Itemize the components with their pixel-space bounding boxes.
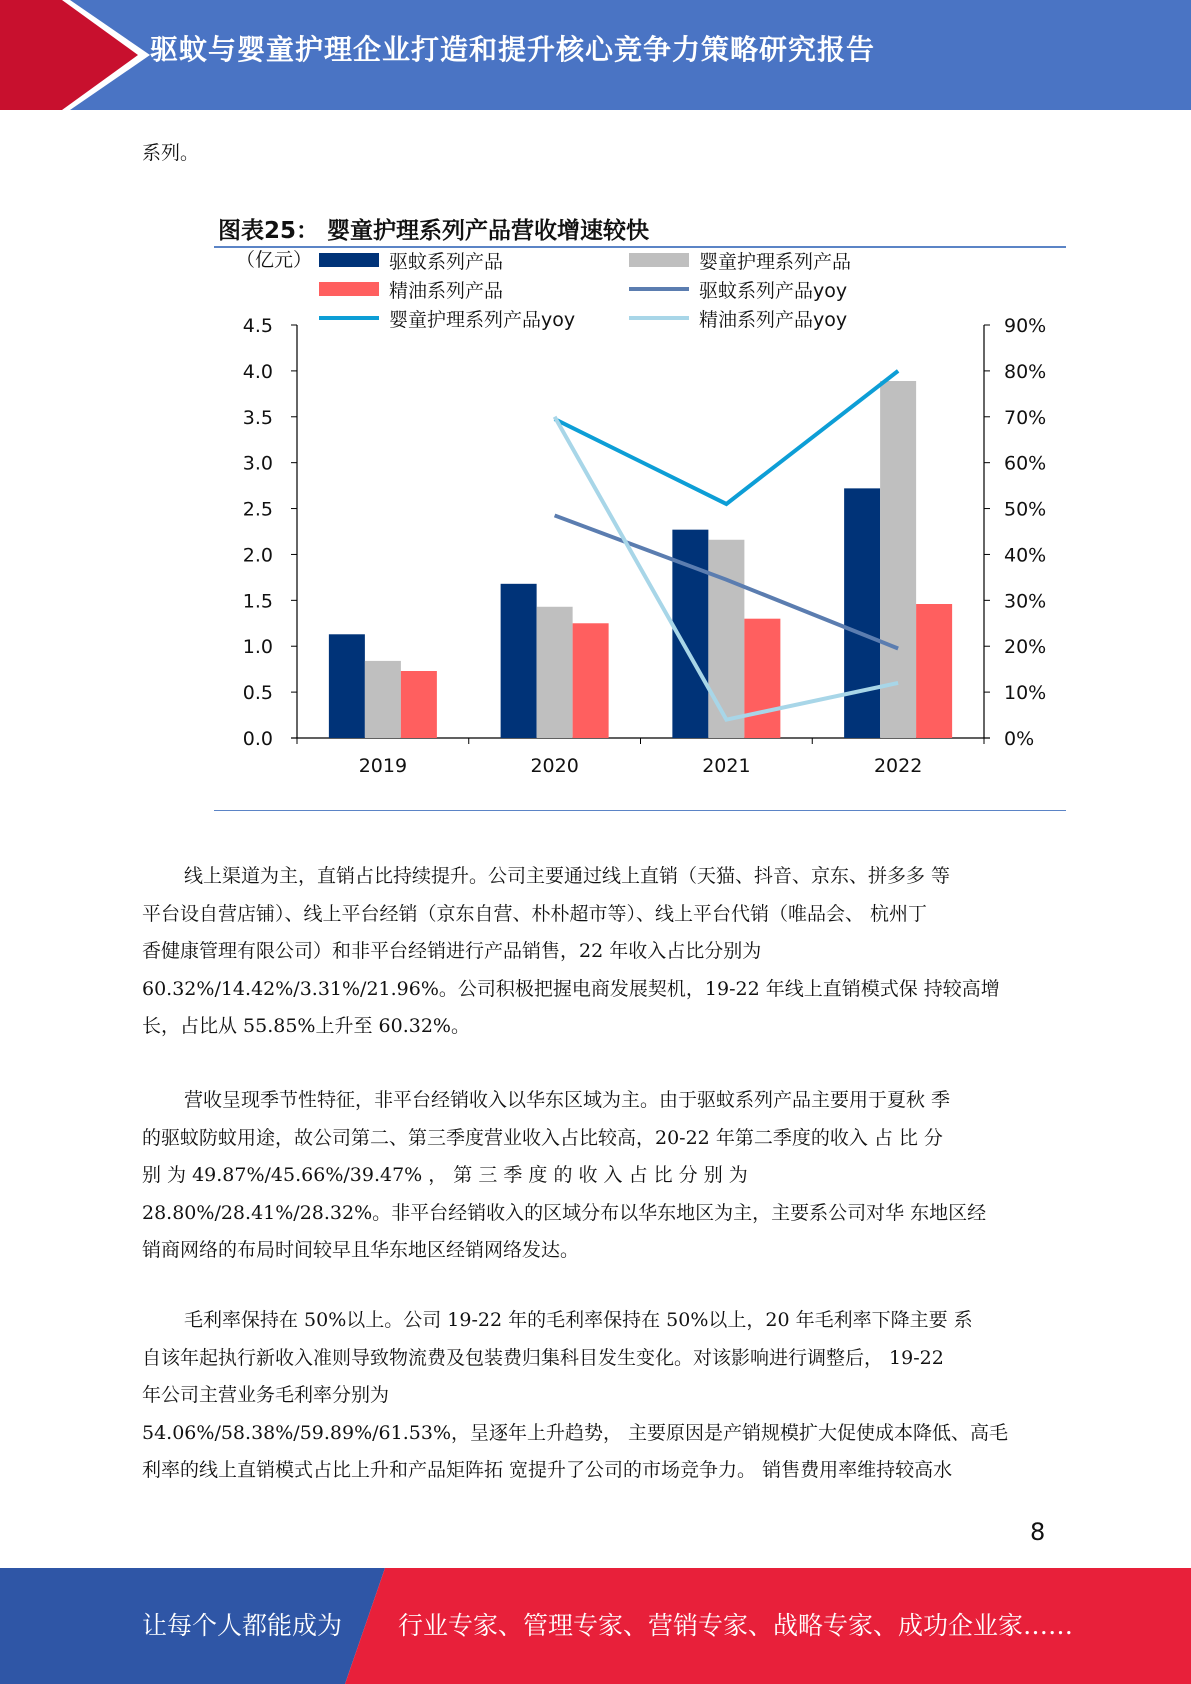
figure-title: 图表25： 婴童护理系列产品营收增速较快 — [218, 218, 650, 244]
y-tick-label: 0.5 — [242, 682, 273, 705]
y-unit-label: （亿元） — [236, 249, 313, 271]
bar-2-2022 — [916, 604, 952, 738]
x-tick-label: 2021 — [702, 755, 751, 777]
paragraph-gross-margin — [142, 1302, 1047, 1490]
y-tick-label: 4.5 — [242, 315, 273, 337]
y2-tick-label: 20% — [1004, 636, 1047, 659]
y2-tick-label: 50% — [1004, 498, 1047, 521]
bar-1-2021 — [708, 540, 744, 738]
bar-2-2019 — [401, 671, 437, 738]
bar-0-2019 — [329, 634, 365, 738]
paragraph-line: 销商网络的布局时间较早且华东地区经销网络发达。 — [142, 1239, 580, 1261]
x-tick-label: 2020 — [530, 755, 579, 777]
bar-2-2020 — [573, 623, 609, 738]
bar-1-2019 — [365, 661, 401, 738]
paragraph-line: 54.06%/58.38%/59.89%/61.53%，呈逐年上升趋势， 主要原因是产销规模扩大促使成本降低、高毛 — [142, 1421, 1009, 1444]
y2-tick-label: 60% — [1004, 452, 1047, 475]
y2-tick-label: 90% — [1004, 315, 1047, 337]
paragraph-online-channels — [142, 858, 1047, 1046]
x-tick-label: 2022 — [873, 755, 923, 777]
revenue-chart — [214, 248, 1066, 808]
page-header — [0, 0, 1191, 110]
bar-0-2020 — [501, 584, 537, 738]
legend-swatch-1 — [629, 253, 689, 267]
paragraph-line: 自该年起执行新收入准则导致物流费及包装费归集科目发生变化。对该影响进行调整后， 19-22 — [142, 1346, 944, 1369]
line-series-1 — [555, 371, 899, 504]
page-number: 8 — [1030, 1518, 1046, 1546]
paragraph-seasonality — [142, 1082, 1047, 1270]
footer-slogan-left: 让每个人都能成为 — [142, 1611, 343, 1640]
y2-tick-label: 80% — [1004, 360, 1047, 383]
footer-slogan-right: 行业专家、管理专家、营销专家、战略专家、成功企业家…… — [398, 1611, 1074, 1640]
legend-label-0: 驱蚊系列产品 — [389, 251, 504, 273]
paragraph-line: 别 为 49.87%/45.66%/39.47% ， 第 三 季 度 的 收 入 占 比 分 别 为 — [142, 1164, 748, 1186]
figure-bottom-rule — [214, 810, 1066, 811]
paragraph-line: 营收呈现季节性特征，非平台经销收入以华东区域为主。由于驱蚊系列产品主要用于夏秋 季 — [184, 1089, 951, 1111]
bar-2-2021 — [744, 619, 780, 738]
y2-tick-label: 70% — [1004, 406, 1047, 429]
y-tick-label: 4.0 — [242, 360, 273, 383]
legend-label-1: 婴童护理系列产品 — [699, 251, 852, 273]
bar-0-2022 — [844, 488, 880, 738]
legend-label-5: 精油系列产品yoy — [699, 309, 848, 331]
y-tick-label: 1.0 — [242, 636, 273, 659]
legend-label-2: 精油系列产品 — [389, 280, 504, 302]
y2-tick-label: 30% — [1004, 590, 1047, 613]
page-footer — [0, 1568, 1191, 1684]
paragraph-line: 60.32%/14.42%/3.31%/21.96%。公司积极把握电商发展契机，19-22 年线上直销模式保 持较高增 — [142, 977, 1000, 1000]
paragraph-line: 线上渠道为主，直销占比持续提升。公司主要通过线上直销（天猫、抖音、京东、拼多多 等 — [184, 865, 951, 887]
y-tick-label: 3.5 — [242, 406, 273, 429]
x-tick-label: 2019 — [358, 755, 408, 777]
y-tick-label: 2.0 — [242, 544, 273, 567]
figure — [214, 208, 1066, 812]
intro-text: 系列。 — [142, 142, 200, 164]
bar-1-2020 — [537, 607, 573, 738]
legend-swatch-0 — [319, 253, 379, 267]
y2-tick-label: 0% — [1004, 728, 1035, 750]
paragraph-line: 香健康管理有限公司）和非平台经销进行产品销售，22 年收入占比分别为 — [142, 940, 762, 962]
y2-tick-label: 10% — [1004, 682, 1047, 705]
y-tick-label: 0.0 — [242, 728, 273, 750]
paragraph-line: 长，占比从 55.85%上升至 60.32%。 — [142, 1015, 470, 1037]
paragraph-line: 利率的线上直销模式占比上升和产品矩阵拓 宽提升了公司的市场竞争力。 销售费用率维持较高水 — [142, 1459, 953, 1481]
paragraph-line: 的驱蚊防蚊用途，故公司第二、第三季度营业收入占比较高，20-22 年第二季度的收入 占 比 分 — [142, 1126, 943, 1149]
legend-label-3: 驱蚊系列产品yoy — [699, 280, 848, 302]
y2-tick-label: 40% — [1004, 544, 1047, 567]
y-tick-label: 2.5 — [242, 498, 273, 521]
paragraph-line: 平台设自营店铺）、线上平台经销（京东自营、朴朴超市等）、线上平台代销（唯品会、 杭州丁 — [142, 902, 928, 925]
legend-label-4: 婴童护理系列产品yoy — [389, 309, 576, 331]
paragraph-line: 28.80%/28.41%/28.32%。非平台经销收入的区域分布以华东地区为主，主要系公司对华 东地区经 — [142, 1201, 987, 1224]
y-tick-label: 3.0 — [242, 452, 273, 475]
header-chevron-icon — [0, 0, 160, 110]
header-title: 驱蚊与婴童护理企业打造和提升核心竞争力策略研究报告 — [150, 33, 876, 66]
paragraph-line: 毛利率保持在 50%以上。公司 19-22 年的毛利率保持在 50%以上，20 年毛利率下降主要 系 — [184, 1309, 973, 1331]
legend-swatch-2 — [319, 282, 379, 296]
y-tick-label: 1.5 — [242, 590, 273, 613]
paragraph-line: 年公司主营业务毛利率分别为 — [142, 1384, 390, 1406]
